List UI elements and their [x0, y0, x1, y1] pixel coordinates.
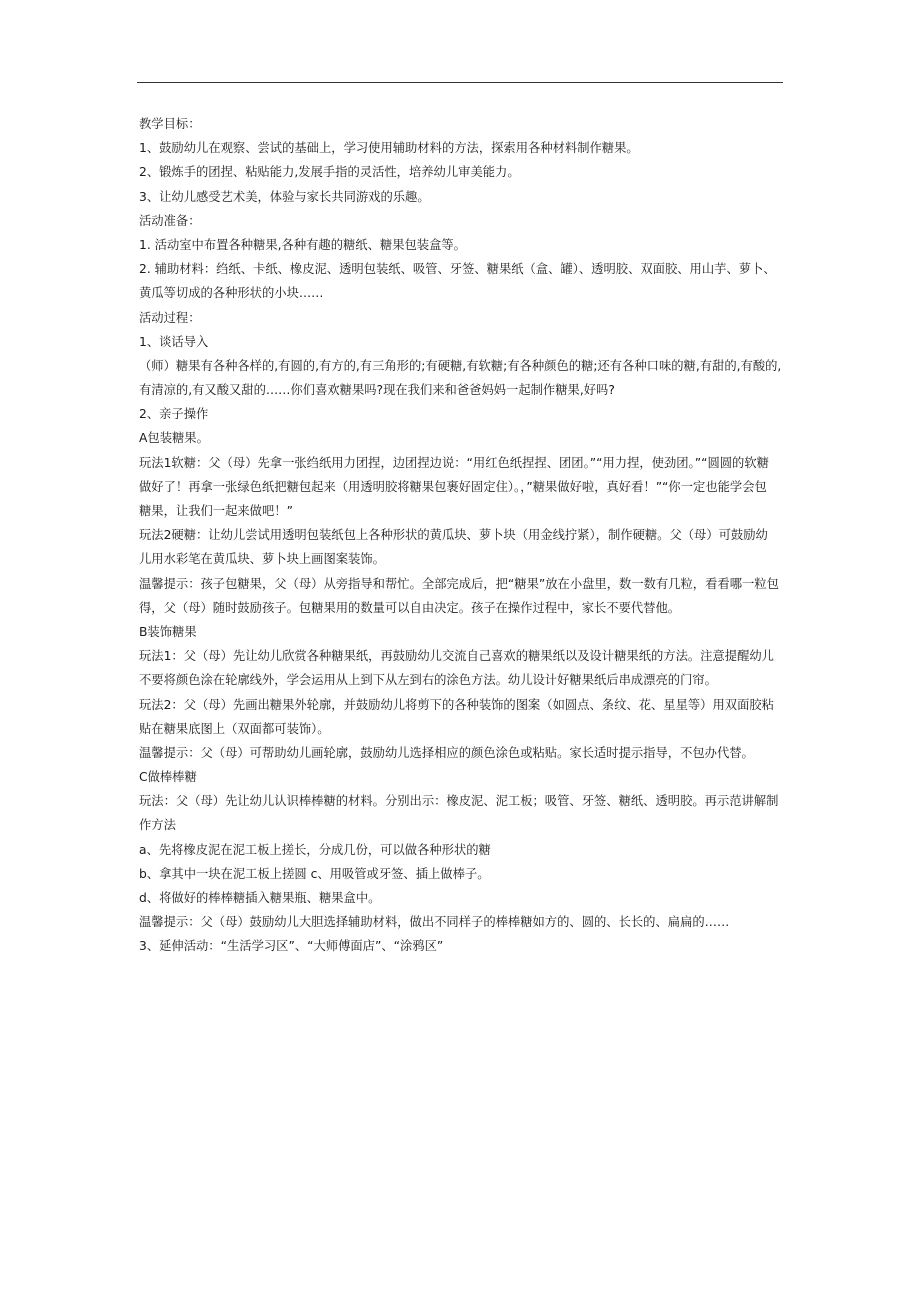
- tip-line: 得，父（母）随时鼓励孩子。包糖果用的数量可以自由决定。孩子在操作过程中，家长不要代替他。: [139, 600, 681, 615]
- subsection-heading: B装饰糖果: [139, 624, 197, 639]
- method-step: d、将做好的棒棒糖插入糖果瓶、糖果盒中。: [139, 891, 381, 905]
- tip-line: 温馨提示：父（母）可帮助幼儿画轮廓，鼓励幼儿选择相应的颜色涂色或粘贴。家长适时提示指导，不包办代替。: [139, 745, 754, 760]
- subsection-heading: A包装糖果。: [139, 431, 209, 446]
- paragraph-line: 玩法1软糖：父（母）先拿一张绉纸用力团捏，边团捏边说：“用红色纸捏捏、团团。”“用力捏，使劲团。”“圆圆的软糖: [139, 455, 769, 470]
- preparation-item-continued: 黄瓜等切成的各种形状的小块……: [139, 286, 324, 301]
- paragraph-line: 有清凉的,有又酸又甜的……你们喜欢糖果吗?现在我们来和爸爸妈妈一起制作糖果,好吗?: [139, 383, 615, 398]
- heading-activity-process: 活动过程：: [139, 310, 201, 325]
- preparation-item: 2. 辅助材料：绉纸、卡纸、橡皮泥、透明包装纸、吸管、牙签、糖果纸（盒、罐）、透明胶、双面胶、用山芋、萝卜、: [139, 262, 776, 277]
- tip-line: 温馨提示：孩子包糖果，父（母）从旁指导和帮忙。全部完成后，把“糖果”放在小盘里，数一数有几粒，看看哪一粒包: [139, 576, 779, 591]
- paragraph-line: 玩法：父（母）先让幼儿认识棒棒糖的材料。分别出示：橡皮泥、泥工板；吸管、牙签、糖纸、透明胶。再示范讲解制: [139, 794, 779, 809]
- paragraph-line: 玩法2硬糖：让幼儿尝试用透明包装纸包上各种形状的黄瓜块、萝卜块（用金线拧紧），制作硬糖。父（母）可鼓励幼: [139, 528, 768, 543]
- paragraph-line: 玩法2：父（母）先画出糖果外轮廓，并鼓励幼儿将剪下的各种装饰的图案（如圆点、条纹、花、星星等）用双面胶粘: [139, 697, 774, 712]
- goal-item: 3、让幼儿感受艺术美，体验与家长共同游戏的乐趣。: [139, 189, 430, 204]
- method-step: b、拿其中一块在泥工板上搓圆 c、用吸管或牙签、插上做棒子。: [139, 866, 490, 881]
- goal-item: 1、鼓励幼儿在观察、尝试的基础上，学习使用辅助材料的方法，探索用各种材料制作糖果。: [139, 141, 639, 156]
- header-rule: [137, 82, 783, 83]
- paragraph-line: （师）糖果有各种各样的,有圆的,有方的,有三角形的;有硬糖,有软糖;有各种颜色的糖;还有各种口味的糖,有甜的,有酸的,: [139, 358, 782, 373]
- paragraph-line: 做好了！再拿一张绿色纸把糖包起来（用透明胶将糖果包裹好固定住）。，”糖果做好啦，真好看！”“你一定也能学会包: [139, 479, 767, 494]
- heading-teaching-goals: 教学目标：: [139, 117, 201, 131]
- method-step: a、先将橡皮泥在泥工板上搓长，分成几份，可以做各种形状的糖: [139, 842, 491, 857]
- paragraph-line: 作方法: [139, 818, 176, 833]
- paragraph-line: 不要将颜色涂在轮廓线外，学会运用从上到下从左到右的涂色方法。幼儿设计好糖果纸后串成漂亮的门帘。: [139, 673, 717, 688]
- subsection-heading: C做棒棒糖: [139, 770, 197, 785]
- paragraph-line: 玩法1：父（母）先让幼儿欣赏各种糖果纸，再鼓励幼儿交流自己喜欢的糖果纸以及设计糖果纸的方法。注意提醒幼儿: [139, 649, 774, 664]
- paragraph-line: 贴在糖果底图上（双面都可装饰）。: [139, 721, 330, 736]
- step-heading: 3、延伸活动：“生活学习区”、“大师傅面店”、“涂鸦区”: [139, 939, 444, 954]
- preparation-item: 1. 活动室中布置各种糖果,各种有趣的糖纸、糖果包装盒等。: [139, 237, 466, 252]
- step-heading: 2、亲子操作: [139, 407, 209, 422]
- paragraph-line: 儿用水彩笔在黄瓜块、萝卜块上画图案装饰。: [139, 552, 385, 567]
- document-body: [139, 112, 787, 959]
- goal-item: 2、锻炼手的团捏、粘贴能力,发展手指的灵活性，培养幼儿审美能力。: [139, 165, 520, 180]
- heading-activity-preparation: 活动准备：: [139, 213, 201, 228]
- step-heading: 1、谈话导入: [139, 334, 209, 349]
- paragraph-line: 糖果，让我们一起来做吧！”: [139, 504, 293, 518]
- tip-line: 温馨提示：父（母）鼓励幼儿大胆选择辅助材料，做出不同样子的棒棒糖如方的、圆的、长长的、扁扁的……: [139, 915, 730, 930]
